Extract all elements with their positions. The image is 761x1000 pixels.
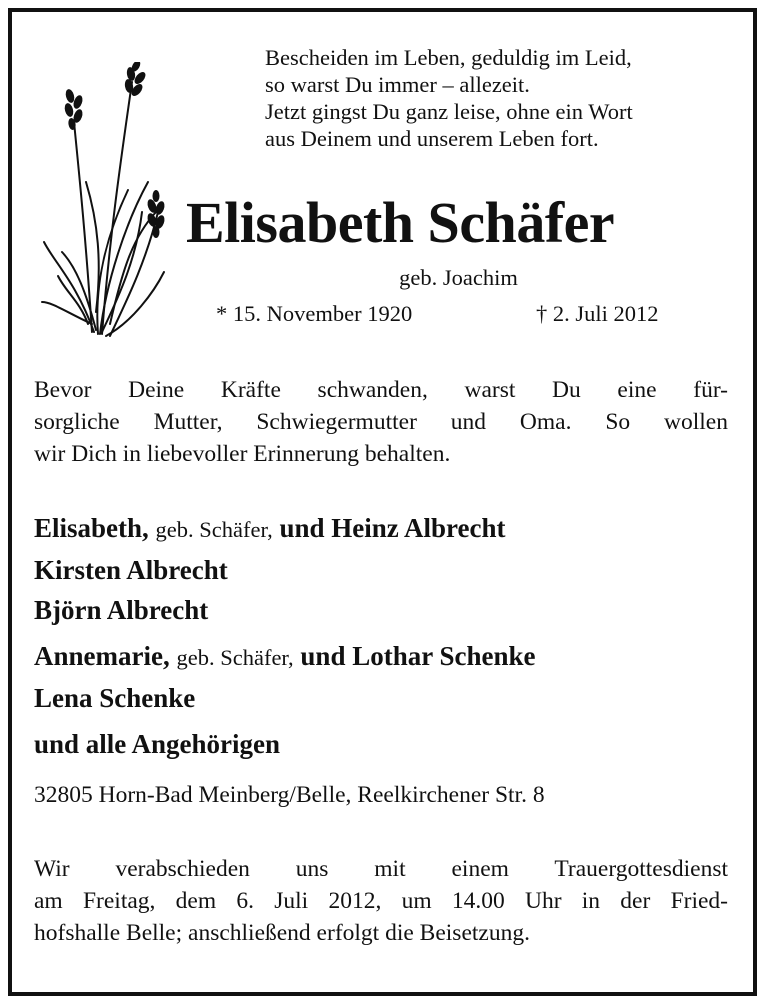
poem-line: so warst Du immer – allezeit. — [265, 72, 530, 97]
service-line: am Freitag, dem 6. Juli 2012, um 14.00 Uhr in der Fried- — [34, 888, 728, 914]
intro-line: wir Dich in liebevoller Erinnerung behalten. — [34, 441, 451, 467]
family-name: und alle Angehörigen — [34, 729, 281, 759]
birth-name: geb. Joachim — [399, 265, 518, 290]
family-list — [34, 508, 734, 764]
address: 32805 Horn-Bad Meinberg/Belle, Reelkirchener Str. 8 — [34, 782, 545, 808]
service-line: Wir verabschieden uns mit einem Trauergottesdienst — [34, 856, 728, 882]
family-name: Lena Schenke — [34, 683, 196, 713]
family-name: Kirsten Albrecht — [34, 555, 228, 585]
deceased-name: Elisabeth Schäfer — [186, 190, 615, 255]
poem-line: Bescheiden im Leben, geduldig im Leid, — [265, 45, 632, 70]
family-name: und Heinz Albrecht — [279, 513, 506, 543]
death-date: † 2. Juli 2012 — [536, 301, 659, 326]
family-name: und Lothar Schenke — [300, 641, 536, 671]
family-name: Elisabeth, — [34, 513, 149, 543]
intro-line: sorgliche Mutter, Schwiegermutter und Oma. So wollen — [34, 409, 728, 435]
family-geb: geb. Schäfer, — [176, 645, 294, 670]
poem-line: aus Deinem und unserem Leben fort. — [265, 126, 599, 151]
life-dates — [216, 300, 716, 328]
poem — [265, 44, 735, 152]
family-line — [34, 550, 734, 590]
birth-date: * 15. November 1920 — [216, 301, 413, 326]
service-line: hofshalle Belle; anschließend erfolgt die Beisetzung. — [34, 920, 530, 946]
intro-text — [34, 374, 728, 470]
poem-line: Jetzt gingst Du ganz leise, ohne ein Wort — [265, 99, 633, 124]
family-name: Annemarie, — [34, 641, 170, 671]
wheat-icon — [36, 62, 176, 344]
family-line — [34, 678, 734, 718]
family-line — [34, 636, 734, 678]
family-geb: geb. Schäfer, — [155, 517, 273, 542]
family-name: Björn Albrecht — [34, 595, 209, 625]
family-line — [34, 724, 734, 764]
service-text — [34, 853, 728, 949]
family-line — [34, 508, 734, 550]
intro-line: Bevor Deine Kräfte schwanden, warst Du eine für- — [34, 377, 728, 403]
family-line — [34, 590, 734, 630]
